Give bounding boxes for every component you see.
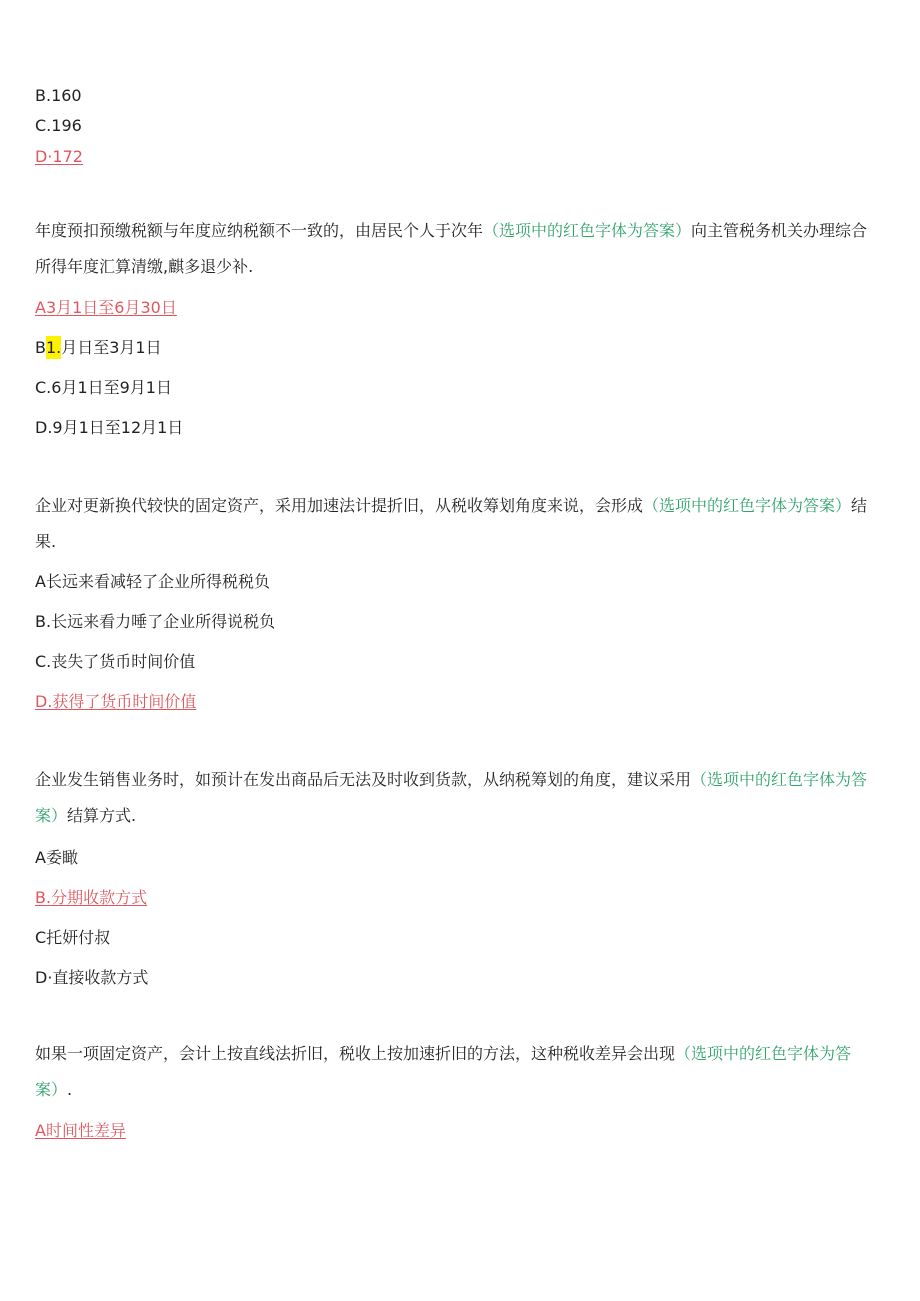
option-c: C托妍付叔 bbox=[35, 928, 111, 947]
option-b-rest: 月日至3月1日 bbox=[61, 338, 162, 357]
question-4-text: 如果一项固定资产，会计上按直线法折旧，税收上按加速折旧的方法，这种税收差异会出现 bbox=[35, 1044, 676, 1063]
option-b: B.160 bbox=[35, 86, 82, 105]
option-a: A委瞰 bbox=[35, 848, 78, 867]
option-b: B.长远来看力唾了企业所得说税负 bbox=[35, 612, 276, 631]
option-b bbox=[35, 338, 162, 358]
answer-hint: （选项中的红色字体为答案） bbox=[35, 1044, 852, 1099]
question-1-text-end: 向主管税务机关办理综合所得年度汇算清缴,麒多退少补. bbox=[35, 221, 868, 276]
option-c: C.6月1日至9月1日 bbox=[35, 378, 172, 397]
question-3-stem bbox=[35, 762, 875, 834]
option-b-prefix: B bbox=[35, 338, 46, 357]
answer-hint: （选项中的红色字体为答案） bbox=[483, 221, 692, 240]
answer-option-b: B.分期收款方式 bbox=[35, 888, 148, 907]
question-2-text-end: 结果. bbox=[35, 496, 868, 551]
option-d: D·直接收款方式 bbox=[35, 968, 149, 987]
question-3-text-end: 结算方式. bbox=[67, 806, 137, 825]
option-d: D.9月1日至12月1日 bbox=[35, 418, 184, 437]
answer-hint: （选项中的红色字体为答案） bbox=[643, 496, 852, 515]
option-c: C.丧失了货币时间价值 bbox=[35, 652, 196, 671]
question-4-stem bbox=[35, 1036, 875, 1108]
option-c: C.196 bbox=[35, 116, 82, 135]
question-2-text: 企业对更新换代较快的固定资产，采用加速法计提折旧，从税收筹划角度来说，会形成 bbox=[35, 496, 644, 515]
answer-option-a: A3月1日至6月30日 bbox=[35, 298, 177, 317]
answer-option-d: D.获得了货币时间价值 bbox=[35, 692, 197, 711]
question-3-text: 企业发生销售业务时，如预计在发出商品后无法及时收到货款，从纳税筹划的角度，建议采用 bbox=[35, 770, 692, 789]
question-1-stem bbox=[35, 213, 875, 285]
highlighted-text: 1. bbox=[45, 338, 62, 357]
question-2-stem bbox=[35, 488, 875, 560]
question-4-text-end: . bbox=[67, 1080, 73, 1099]
answer-option-a: A时间性差异 bbox=[35, 1121, 126, 1140]
answer-hint: （选项中的红色字体为答案） bbox=[35, 770, 868, 825]
answer-option-d: D·172 bbox=[35, 147, 83, 166]
question-1-text: 年度预扣预缴税额与年度应纳税额不一致的，由居民个人于次年 bbox=[35, 221, 484, 240]
option-a: A长远来看减轻了企业所得税税负 bbox=[35, 572, 270, 591]
